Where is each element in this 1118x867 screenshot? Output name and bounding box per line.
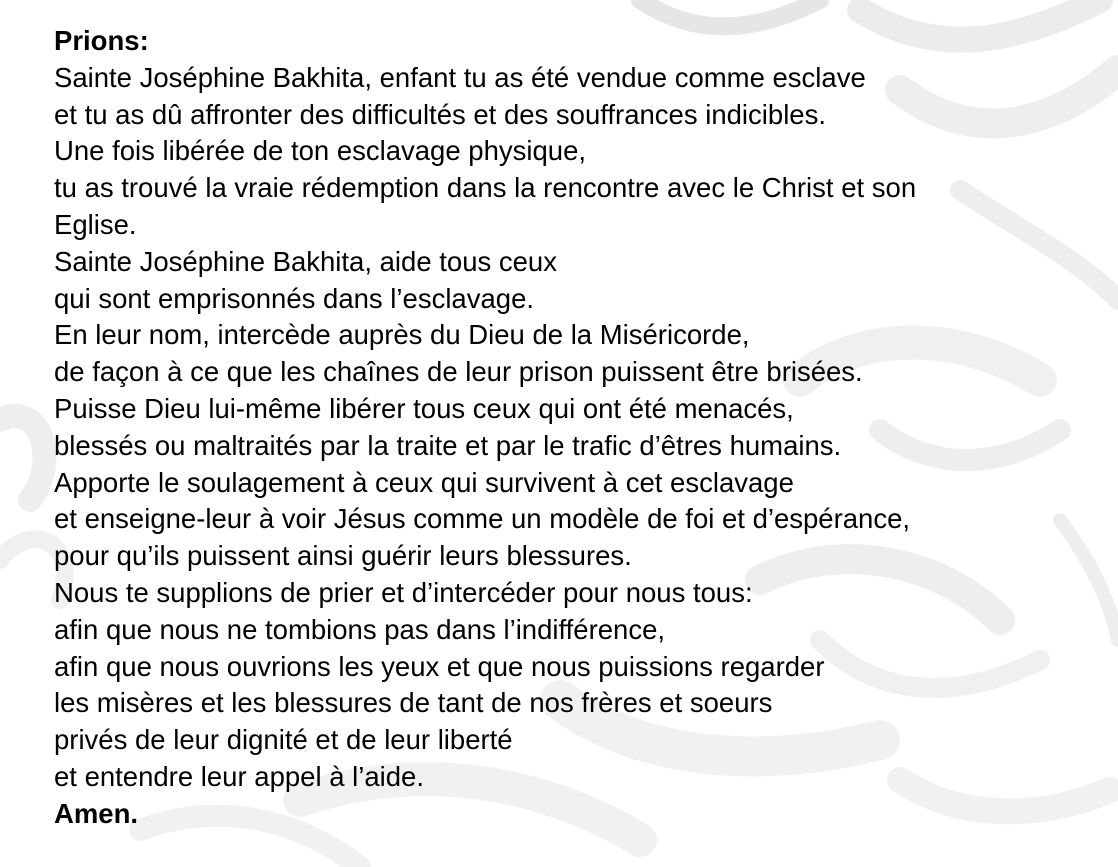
prayer-line: afin que nous ouvrions les yeux et que nous puissions regarder — [54, 650, 825, 682]
prayer-line: afin que nous ne tombions pas dans l’indifférence, — [54, 613, 666, 645]
prayer-line: les misères et les blessures de tant de nos frères et soeurs — [54, 687, 773, 719]
prayer-line: pour qu’ils puissent ainsi guérir leurs blessures. — [54, 540, 632, 572]
prayer-line: Sainte Joséphine Bakhita, aide tous ceux — [54, 245, 557, 277]
prayer-line: et entendre leur appel à l’aide. — [54, 760, 424, 792]
prayer-line: qui sont emprisonnés dans l’esclavage. — [54, 282, 535, 314]
prayer-line: Puisse Dieu lui-même libérer tous ceux qui ont été menacés, — [54, 392, 794, 424]
prayer-line: Nous te supplions de prier et d’intercéder pour nous tous: — [54, 576, 753, 608]
prayer-line: Eglise. — [54, 208, 137, 240]
prayer-text — [54, 23, 916, 833]
prayer-line: de façon à ce que les chaînes de leur prison puissent être brisées. — [54, 356, 863, 388]
prayer-line: Une fois libérée de ton esclavage physique, — [54, 135, 587, 167]
prayer-closing: Amen. — [54, 797, 139, 829]
prayer-line: En leur nom, intercède auprès du Dieu de la Miséricorde, — [54, 319, 750, 351]
prayer-line: blessés ou maltraités par la traite et par le trafic d’êtres humains. — [54, 429, 842, 461]
prayer-line: et enseigne-leur à voir Jésus comme un modèle de foi et d’espérance, — [54, 503, 911, 535]
prayer-line: Sainte Joséphine Bakhita, enfant tu as été vendue comme esclave — [54, 61, 866, 93]
prayer-heading: Prions: — [54, 25, 149, 56]
prayer-line: privés de leur dignité et de leur liberté — [54, 724, 513, 756]
prayer-line: tu as trouvé la vraie rédemption dans la rencontre avec le Christ et son — [54, 172, 917, 204]
prayer-line: Apporte le soulagement à ceux qui survivent à cet esclavage — [54, 466, 794, 498]
prayer-line: et tu as dû affronter des difficultés et des souffrances indicibles. — [54, 98, 826, 130]
